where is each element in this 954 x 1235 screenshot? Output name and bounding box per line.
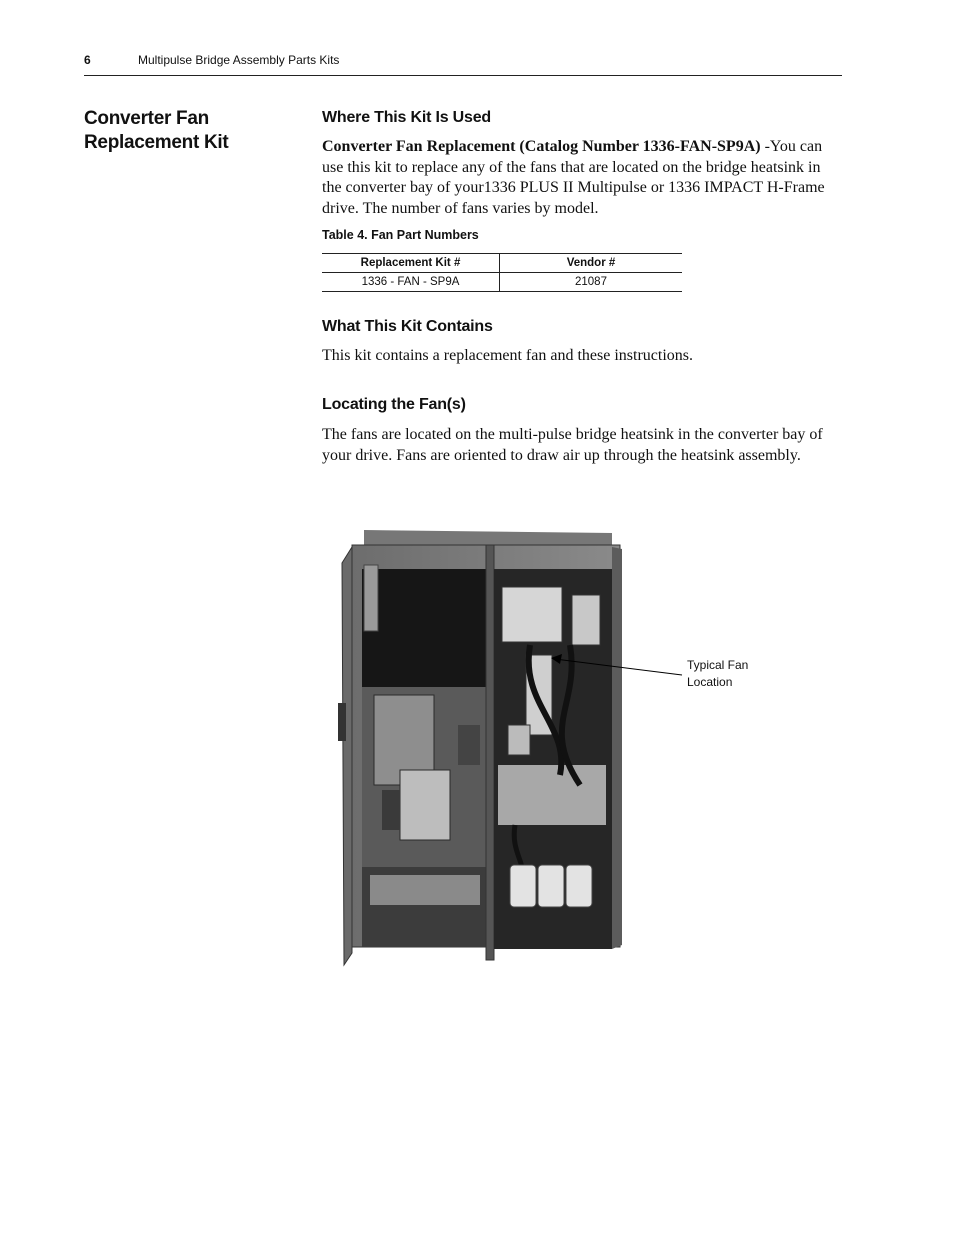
section-heading: Converter Fan Replacement Kit	[84, 108, 229, 153]
kit-contents-heading: What This Kit Contains	[322, 318, 493, 335]
cell-vendor: 21087	[500, 273, 683, 292]
catalog-number-lead: Converter Fan Replacement (Catalog Number 1336-FAN-SP9A)	[322, 138, 761, 155]
where-used-heading: Where This Kit Is Used	[322, 109, 491, 126]
where-used-body: -You can use this kit to replace any of the fans that are located on the bridge heatsink in the converter bay of your1336 PLUS II Multipulse or 1336 IMPACT H-Frame drive. The number of fans varies by model.	[322, 138, 825, 217]
header-rule	[84, 75, 842, 76]
drive-cabinet-photo	[330, 525, 690, 970]
table-row	[322, 273, 682, 292]
page-number: 6	[84, 53, 91, 67]
kit-contents-paragraph: This kit contains a replacement fan and these instructions.	[322, 347, 693, 364]
callout-line-1: Typical Fan	[687, 658, 749, 672]
fan-location-callout	[687, 657, 748, 691]
locating-fans-heading: Locating the Fan(s)	[322, 396, 466, 413]
fan-part-numbers-table	[322, 253, 682, 292]
table-caption: Table 4. Fan Part Numbers	[322, 228, 479, 242]
column-header-vendor: Vendor #	[500, 254, 683, 273]
table-header-row	[322, 254, 682, 273]
locating-fans-paragraph: The fans are located on the multi-pulse bridge heatsink in the converter bay of your drive. Fans are oriented to draw air up through the heatsink assembly.	[322, 426, 823, 464]
running-header-title: Multipulse Bridge Assembly Parts Kits	[138, 53, 340, 67]
callout-line-2: Location	[687, 675, 733, 689]
column-header-replacement-kit: Replacement Kit #	[322, 254, 500, 273]
where-used-paragraph	[322, 137, 844, 219]
cell-replacement-kit: 1336 - FAN - SP9A	[322, 273, 500, 292]
